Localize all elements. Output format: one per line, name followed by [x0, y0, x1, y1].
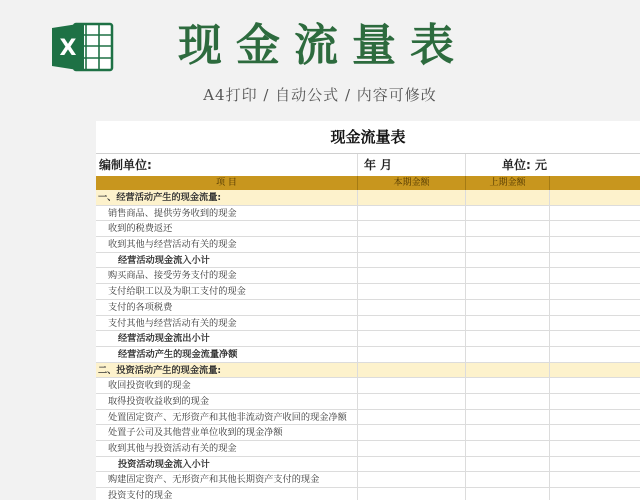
table-row — [96, 316, 640, 332]
current-amount-cell[interactable] — [358, 472, 466, 487]
table-row — [96, 347, 640, 363]
table-row — [96, 363, 640, 379]
table-row — [96, 237, 640, 253]
row-label[interactable]: 收到的税费返还 — [96, 221, 358, 236]
current-amount-cell[interactable] — [358, 331, 466, 346]
previous-amount-cell[interactable] — [466, 488, 550, 500]
prepared-by-label: 编制单位: — [96, 154, 358, 176]
previous-amount-cell[interactable] — [466, 316, 550, 331]
row-label[interactable]: 支付的各项税费 — [96, 300, 358, 315]
current-amount-cell[interactable] — [358, 441, 466, 456]
table-row — [96, 221, 640, 237]
table-header — [96, 176, 640, 190]
previous-amount-cell[interactable] — [466, 410, 550, 425]
row-label[interactable]: 购建固定资产、无形资产和其他长期资产支付的现金 — [96, 472, 358, 487]
row-label[interactable]: 处置子公司及其他营业单位收到的现金净额 — [96, 425, 358, 440]
excel-logo-letter: X — [59, 36, 77, 61]
previous-amount-cell[interactable] — [466, 268, 550, 283]
current-amount-cell[interactable] — [358, 237, 466, 252]
previous-amount-cell[interactable] — [466, 394, 550, 409]
banner — [0, 0, 640, 116]
spreadsheet — [96, 121, 640, 500]
current-amount-cell[interactable] — [358, 190, 466, 205]
table-row — [96, 190, 640, 206]
table-body — [96, 190, 640, 500]
table-row — [96, 300, 640, 316]
current-amount-cell[interactable] — [358, 488, 466, 500]
header-item: 项 目 — [96, 176, 358, 190]
table-row — [96, 457, 640, 473]
previous-amount-cell[interactable] — [466, 425, 550, 440]
row-label[interactable]: 收到其他与经营活动有关的现金 — [96, 237, 358, 252]
current-amount-cell[interactable] — [358, 347, 466, 362]
date-label: 年 月 — [358, 154, 466, 176]
meta-row — [96, 154, 640, 176]
row-label[interactable]: 销售商品、提供劳务收到的现金 — [96, 206, 358, 221]
table-row — [96, 268, 640, 284]
current-amount-cell[interactable] — [358, 363, 466, 378]
row-label[interactable]: 一、经营活动产生的现金流量: — [96, 190, 358, 205]
table-row — [96, 378, 640, 394]
row-label[interactable]: 经营活动产生的现金流量净额 — [96, 347, 358, 362]
row-label[interactable]: 经营活动现金流出小计 — [96, 331, 358, 346]
table-row — [96, 472, 640, 488]
table-row — [96, 410, 640, 426]
sheet-title: 现金流量表 — [96, 121, 640, 154]
row-label[interactable]: 投资支付的现金 — [96, 488, 358, 500]
previous-amount-cell[interactable] — [466, 441, 550, 456]
current-amount-cell[interactable] — [358, 378, 466, 393]
current-amount-cell[interactable] — [358, 457, 466, 472]
previous-amount-cell[interactable] — [466, 300, 550, 315]
unit-label: 单位: 元 — [502, 158, 547, 172]
row-label[interactable]: 支付其他与经营活动有关的现金 — [96, 316, 358, 331]
current-amount-cell[interactable] — [358, 206, 466, 221]
table-row — [96, 284, 640, 300]
header-current: 本期金额 — [358, 176, 466, 190]
table-row — [96, 206, 640, 222]
row-label[interactable]: 收到其他与投资活动有关的现金 — [96, 441, 358, 456]
table-row — [96, 441, 640, 457]
table-row — [96, 425, 640, 441]
excel-icon — [50, 20, 114, 74]
previous-amount-cell[interactable] — [466, 347, 550, 362]
row-label[interactable]: 二、投资活动产生的现金流量: — [96, 363, 358, 378]
previous-amount-cell[interactable] — [466, 221, 550, 236]
table-row — [96, 253, 640, 269]
row-label[interactable]: 经营活动现金流入小计 — [96, 253, 358, 268]
header-previous: 上期金额 — [466, 176, 550, 190]
current-amount-cell[interactable] — [358, 253, 466, 268]
previous-amount-cell[interactable] — [466, 190, 550, 205]
row-label[interactable]: 取得投资收益收到的现金 — [96, 394, 358, 409]
previous-amount-cell[interactable] — [466, 284, 550, 299]
row-label[interactable]: 支付给职工以及为职工支付的现金 — [96, 284, 358, 299]
previous-amount-cell[interactable] — [466, 253, 550, 268]
current-amount-cell[interactable] — [358, 268, 466, 283]
current-amount-cell[interactable] — [358, 425, 466, 440]
row-label[interactable]: 投资活动现金流入小计 — [96, 457, 358, 472]
previous-amount-cell[interactable] — [466, 237, 550, 252]
current-amount-cell[interactable] — [358, 300, 466, 315]
row-label[interactable]: 收回投资收到的现金 — [96, 378, 358, 393]
row-label[interactable]: 购买商品、接受劳务支付的现金 — [96, 268, 358, 283]
previous-amount-cell[interactable] — [466, 457, 550, 472]
row-label[interactable]: 处置固定资产、无形资产和其他非流动资产收回的现金净额 — [96, 410, 358, 425]
table-row — [96, 488, 640, 500]
page-subtitle: A4打印 / 自动公式 / 内容可修改 — [203, 86, 437, 104]
previous-amount-cell[interactable] — [466, 378, 550, 393]
current-amount-cell[interactable] — [358, 284, 466, 299]
previous-amount-cell[interactable] — [466, 206, 550, 221]
table-row — [96, 394, 640, 410]
current-amount-cell[interactable] — [358, 221, 466, 236]
current-amount-cell[interactable] — [358, 410, 466, 425]
current-amount-cell[interactable] — [358, 316, 466, 331]
previous-amount-cell[interactable] — [466, 331, 550, 346]
previous-amount-cell[interactable] — [466, 472, 550, 487]
table-row — [96, 331, 640, 347]
current-amount-cell[interactable] — [358, 394, 466, 409]
previous-amount-cell[interactable] — [466, 363, 550, 378]
page-title: 现金流量表 — [178, 20, 468, 71]
